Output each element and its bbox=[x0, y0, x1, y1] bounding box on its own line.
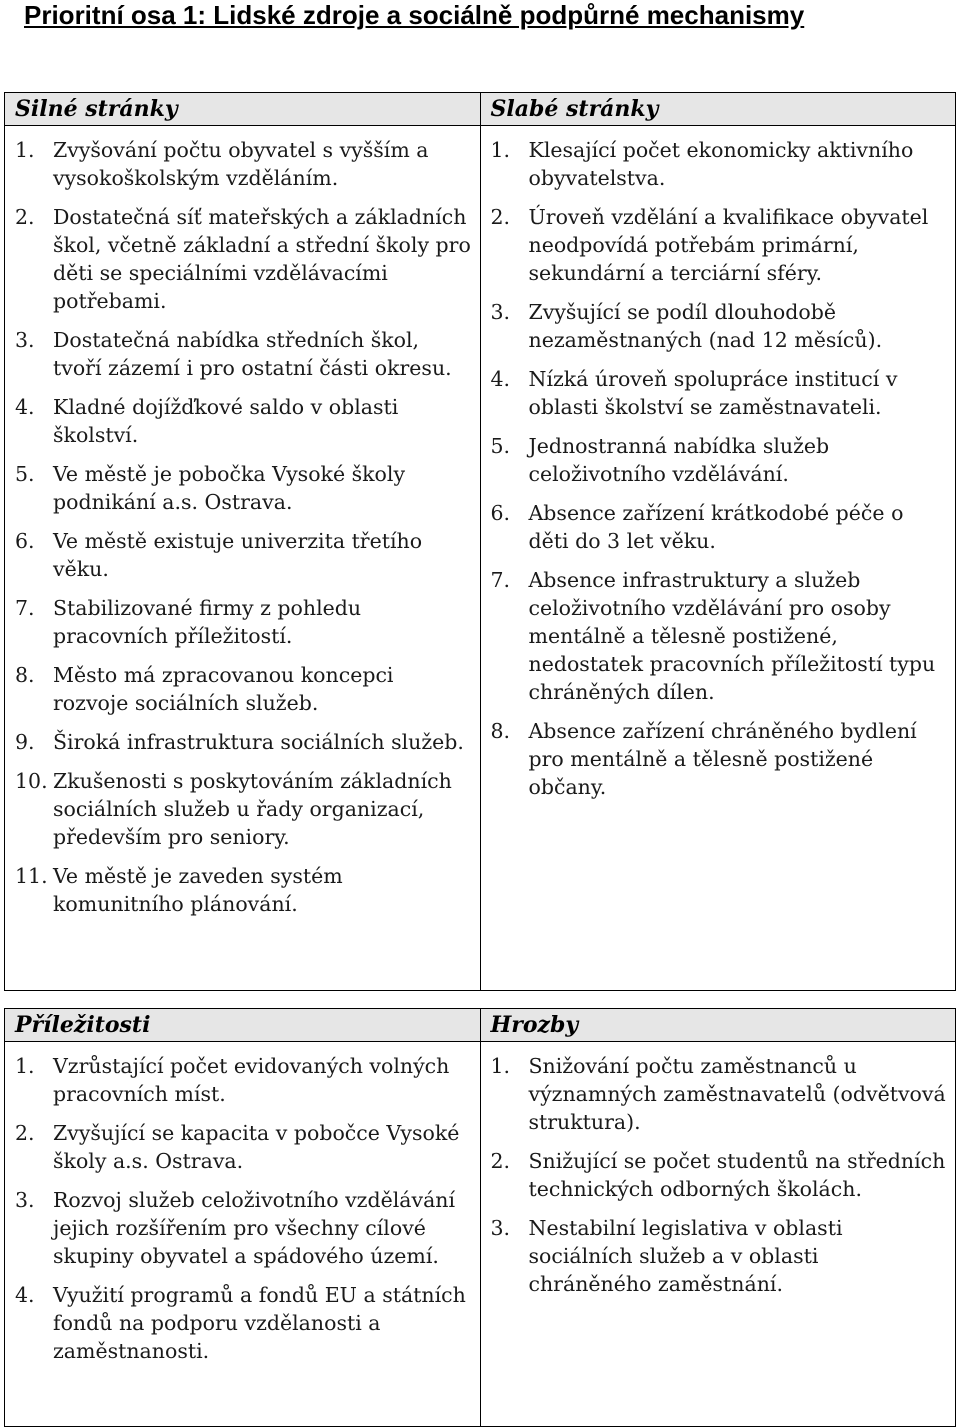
list-item-text: Absence infrastruktury a služeb celoživotního vzdělávání pro osoby mentálně a tělesně postižené, nedostatek pracovních příležitostí typu chráněných dílen. bbox=[528, 568, 936, 704]
list-item bbox=[491, 1214, 948, 1298]
strengths-list bbox=[15, 136, 472, 918]
list-item-number: 3. bbox=[15, 1188, 35, 1212]
list-item-number: 4. bbox=[15, 1283, 35, 1307]
list-item bbox=[15, 527, 472, 583]
list-item-number: 3. bbox=[490, 300, 511, 324]
list-item bbox=[491, 432, 948, 488]
list-item-number: 7. bbox=[15, 596, 35, 620]
list-item bbox=[15, 460, 472, 516]
weaknesses-cell bbox=[480, 126, 956, 991]
list-item-text: Dostatečná nabídka středních škol, tvoří zázemí i pro ostatní části okresu. bbox=[53, 328, 452, 380]
list-item-number: 2. bbox=[490, 205, 511, 229]
list-item-text: Zvyšování počtu obyvatel s vyšším a vysokoškolským vzděláním. bbox=[53, 138, 429, 190]
list-item-number: 5. bbox=[490, 434, 511, 458]
list-item-text: Využití programů a fondů EU a státních fondů na podporu vzdělanosti a zaměstnanosti. bbox=[53, 1283, 466, 1363]
list-item bbox=[15, 728, 472, 756]
opportunities-cell bbox=[5, 1042, 481, 1427]
list-item-text: Široká infrastruktura sociálních služeb. bbox=[53, 730, 464, 754]
list-item-number: 7. bbox=[490, 568, 511, 592]
list-item-number: 9. bbox=[15, 730, 35, 754]
list-item-number: 4. bbox=[490, 367, 511, 391]
list-item-text: Jednostranná nabídka služeb celoživotního vzdělávání. bbox=[528, 434, 830, 486]
list-item-text: Úroveň vzdělání a kvalifikace obyvatel neodpovídá potřebám primární, sekundární a terciární sféry. bbox=[528, 205, 929, 285]
list-item-number: 6. bbox=[490, 501, 511, 525]
swot-table-top bbox=[4, 92, 956, 991]
threats-heading: Hrozby bbox=[480, 1009, 956, 1042]
list-item bbox=[15, 1281, 472, 1365]
list-item bbox=[491, 499, 948, 555]
list-item bbox=[15, 594, 472, 650]
list-item-number: 3. bbox=[15, 328, 35, 352]
list-item-number: 1. bbox=[490, 1054, 511, 1078]
list-item-text: Nízká úroveň spolupráce institucí v oblasti školství se zaměstnavateli. bbox=[528, 367, 898, 419]
list-item-text: Ve městě existuje univerzita třetího věku. bbox=[53, 529, 423, 581]
list-item bbox=[15, 1186, 472, 1270]
list-item-text: Ve městě je pobočka Vysoké školy podnikání a.s. Ostrava. bbox=[53, 462, 406, 514]
list-item-text: Klesající počet ekonomicky aktivního obyvatelstva. bbox=[528, 138, 914, 190]
list-item bbox=[15, 767, 472, 851]
list-item bbox=[15, 393, 472, 449]
list-item-text: Zkušenosti s poskytováním základních sociálních služeb u řady organizací, především pro seniory. bbox=[53, 769, 452, 849]
list-item bbox=[15, 1119, 472, 1175]
list-item-text: Dostatečná síť mateřských a základních škol, včetně základní a střední školy pro děti se speciálními vzdělávacími potřebami. bbox=[53, 205, 471, 313]
list-item bbox=[491, 298, 948, 354]
list-item-number: 4. bbox=[15, 395, 35, 419]
list-item bbox=[15, 1052, 472, 1108]
list-item-text: Město má zpracovanou koncepci rozvoje sociálních služeb. bbox=[53, 663, 394, 715]
list-item-text: Snižující se počet studentů na středních technických odborných školách. bbox=[528, 1149, 946, 1201]
page-title: Prioritní osa 1: Lidské zdroje a sociálně podpůrné mechanismy bbox=[24, 0, 805, 30]
list-item-number: 1. bbox=[490, 138, 511, 162]
list-item-text: Kladné dojížďkové saldo v oblasti školství. bbox=[53, 395, 399, 447]
list-item bbox=[491, 1052, 948, 1136]
list-item-text: Zvyšující se kapacita v pobočce Vysoké školy a.s. Ostrava. bbox=[53, 1121, 460, 1173]
list-item-text: Absence zařízení krátkodobé péče o děti do 3 let věku. bbox=[528, 501, 904, 553]
list-item-number: 3. bbox=[490, 1216, 511, 1240]
list-item-text: Absence zařízení chráněného bydlení pro mentálně a tělesně postižené občany. bbox=[528, 719, 917, 799]
list-item bbox=[491, 365, 948, 421]
list-item-number: 10. bbox=[15, 769, 48, 793]
list-item-text: Rozvoj služeb celoživotního vzdělávání jejich rozšířením pro všechny cílové skupiny obyvatel a spádového území. bbox=[53, 1188, 456, 1268]
strengths-cell bbox=[5, 126, 481, 991]
list-item-number: 8. bbox=[15, 663, 35, 687]
list-item bbox=[491, 717, 948, 801]
list-item-text: Zvyšující se podíl dlouhodobě nezaměstnaných (nad 12 měsíců). bbox=[528, 300, 883, 352]
list-item bbox=[15, 326, 472, 382]
list-item-number: 1. bbox=[15, 138, 35, 162]
swot-table-bottom bbox=[4, 1008, 956, 1427]
list-item bbox=[15, 661, 472, 717]
list-item-number: 6. bbox=[15, 529, 35, 553]
threats-cell bbox=[480, 1042, 956, 1427]
list-item-number: 2. bbox=[15, 205, 35, 229]
list-item bbox=[491, 1147, 948, 1203]
list-item-text: Nestabilní legislativa v oblasti sociálních služeb a v oblasti chráněného zaměstnání. bbox=[528, 1216, 843, 1296]
list-item-text: Ve městě je zaveden systém komunitního plánování. bbox=[53, 864, 343, 916]
list-item bbox=[15, 203, 472, 315]
list-item-number: 5. bbox=[15, 462, 35, 486]
list-item-text: Vzrůstající počet evidovaných volných pracovních míst. bbox=[53, 1054, 450, 1106]
opportunities-list bbox=[15, 1052, 472, 1365]
list-item-number: 11. bbox=[15, 864, 48, 888]
list-item bbox=[15, 862, 472, 918]
list-item-number: 8. bbox=[490, 719, 511, 743]
list-item-number: 2. bbox=[490, 1149, 511, 1173]
list-item-number: 2. bbox=[15, 1121, 35, 1145]
weaknesses-heading: Slabé stránky bbox=[480, 93, 956, 126]
weaknesses-list bbox=[491, 136, 948, 801]
list-item-number: 1. bbox=[15, 1054, 35, 1078]
list-item bbox=[491, 203, 948, 287]
list-item bbox=[491, 136, 948, 192]
opportunities-heading: Příležitosti bbox=[5, 1009, 481, 1042]
list-item bbox=[491, 566, 948, 706]
strengths-heading: Silné stránky bbox=[5, 93, 481, 126]
threats-list bbox=[491, 1052, 948, 1298]
list-item bbox=[15, 136, 472, 192]
list-item-text: Snižování počtu zaměstnanců u významných zaměstnavatelů (odvětvová struktura). bbox=[528, 1054, 946, 1134]
list-item-text: Stabilizované firmy z pohledu pracovních příležitostí. bbox=[53, 596, 362, 648]
